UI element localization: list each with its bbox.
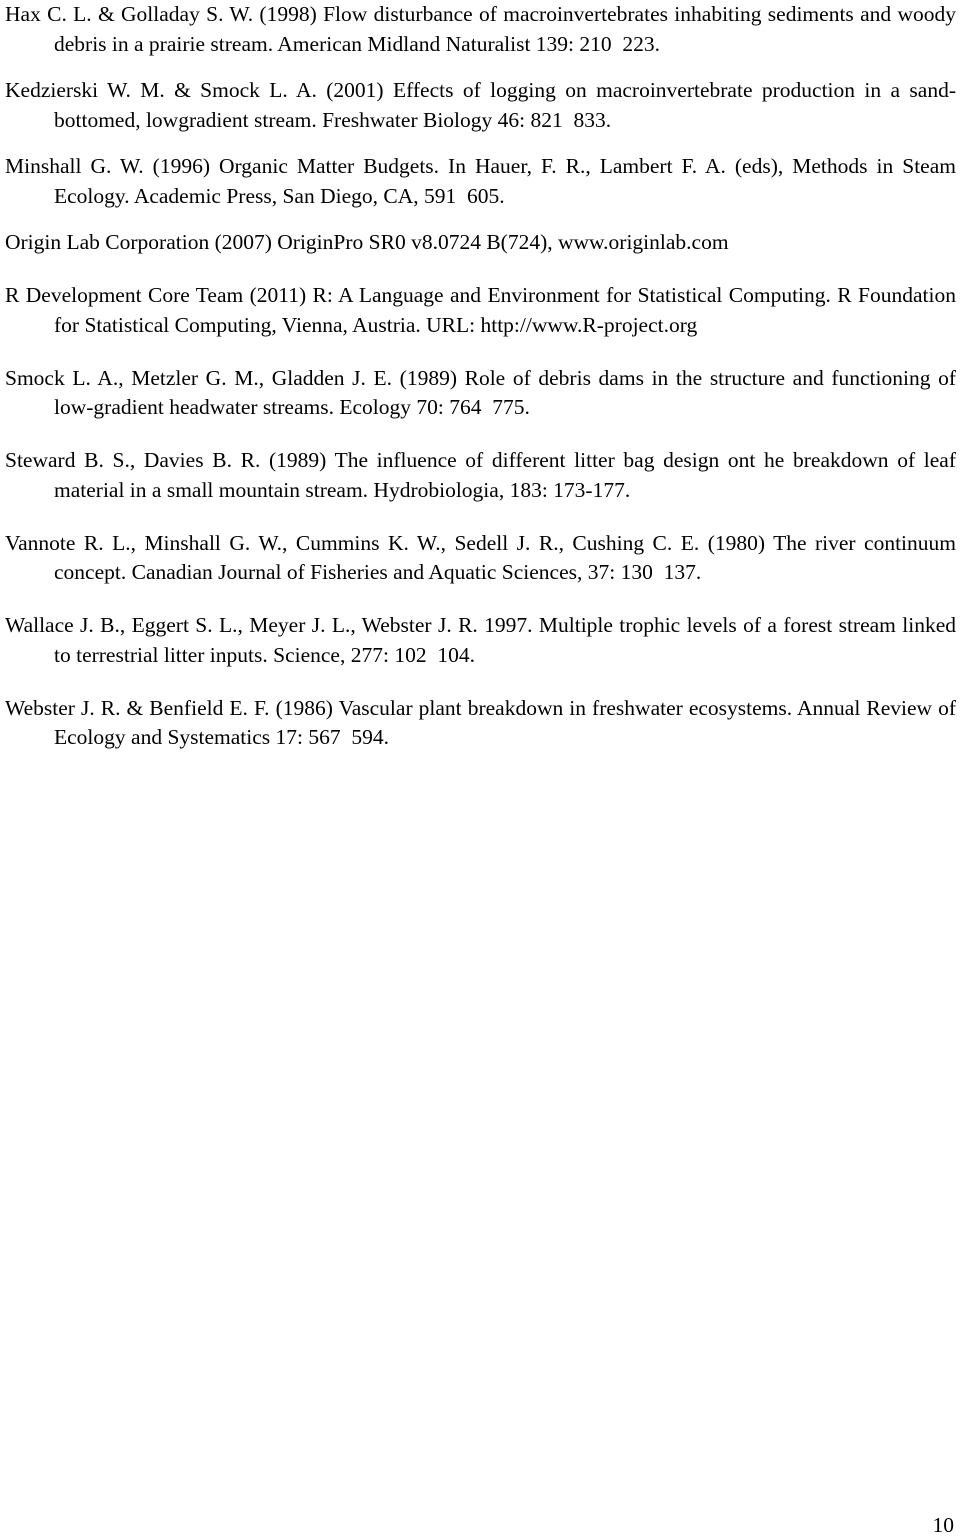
reference-minshall-1996: Minshall G. W. (1996) Organic Matter Budgets. In Hauer, F. R., Lambert F. A. (eds), Methods in Steam Ecology. Academic Press, San Diego, CA, 591 605.	[5, 154, 956, 208]
reference-origin-lab-2007: Origin Lab Corporation (2007) OriginPro SR0 v8.0724 B(724), www.originlab.com	[5, 230, 729, 254]
reference-steward-1989: Steward B. S., Davies B. R. (1989) The influence of different litter bag design ont he breakdown of leaf material in a small mountain stream. Hydrobiologia, 183: 173-177.	[5, 448, 956, 502]
reference-hax-1998: Hax C. L. & Golladay S. W. (1998) Flow disturbance of macroinvertebrates inhabiting sediments and woody debris in a prairie stream. American Midland Naturalist 139: 210 223.	[5, 2, 956, 56]
page-number: 10	[932, 1513, 954, 1537]
reference-r-core-team-2011: R Development Core Team (2011) R: A Language and Environment for Statistical Computing. R Foundation for Statistical Computing, Vienna, Austria. URL: http://www.R-project.org	[5, 283, 956, 337]
reference-kedzierski-2001: Kedzierski W. M. & Smock L. A. (2001) Effects of logging on macroinvertebrate production in a sand-bottomed, lowgradient stream. Freshwater Biology 46: 821 833.	[5, 78, 956, 132]
reference-webster-1986: Webster J. R. & Benfield E. F. (1986) Vascular plant breakdown in freshwater ecosystems. Annual Review of Ecology and Systematics 17: 567 594.	[5, 695, 956, 749]
reference-wallace-1997: Wallace J. B., Eggert S. L., Meyer J. L., Webster J. R. 1997. Multiple trophic levels of a forest stream linked to terrestrial litter inputs. Science, 277: 102 104.	[5, 613, 956, 667]
reference-list	[5, 0, 956, 776]
reference-smock-1989: Smock L. A., Metzler G. M., Gladden J. E. (1989) Role of debris dams in the structure and functioning of low-gradient headwater streams. Ecology 70: 764 775.	[5, 365, 956, 419]
reference-vannote-1980: Vannote R. L., Minshall G. W., Cummins K. W., Sedell J. R., Cushing C. E. (1980) The river continuum concept. Canadian Journal of Fisheries and Aquatic Sciences, 37: 130 137.	[5, 530, 956, 584]
